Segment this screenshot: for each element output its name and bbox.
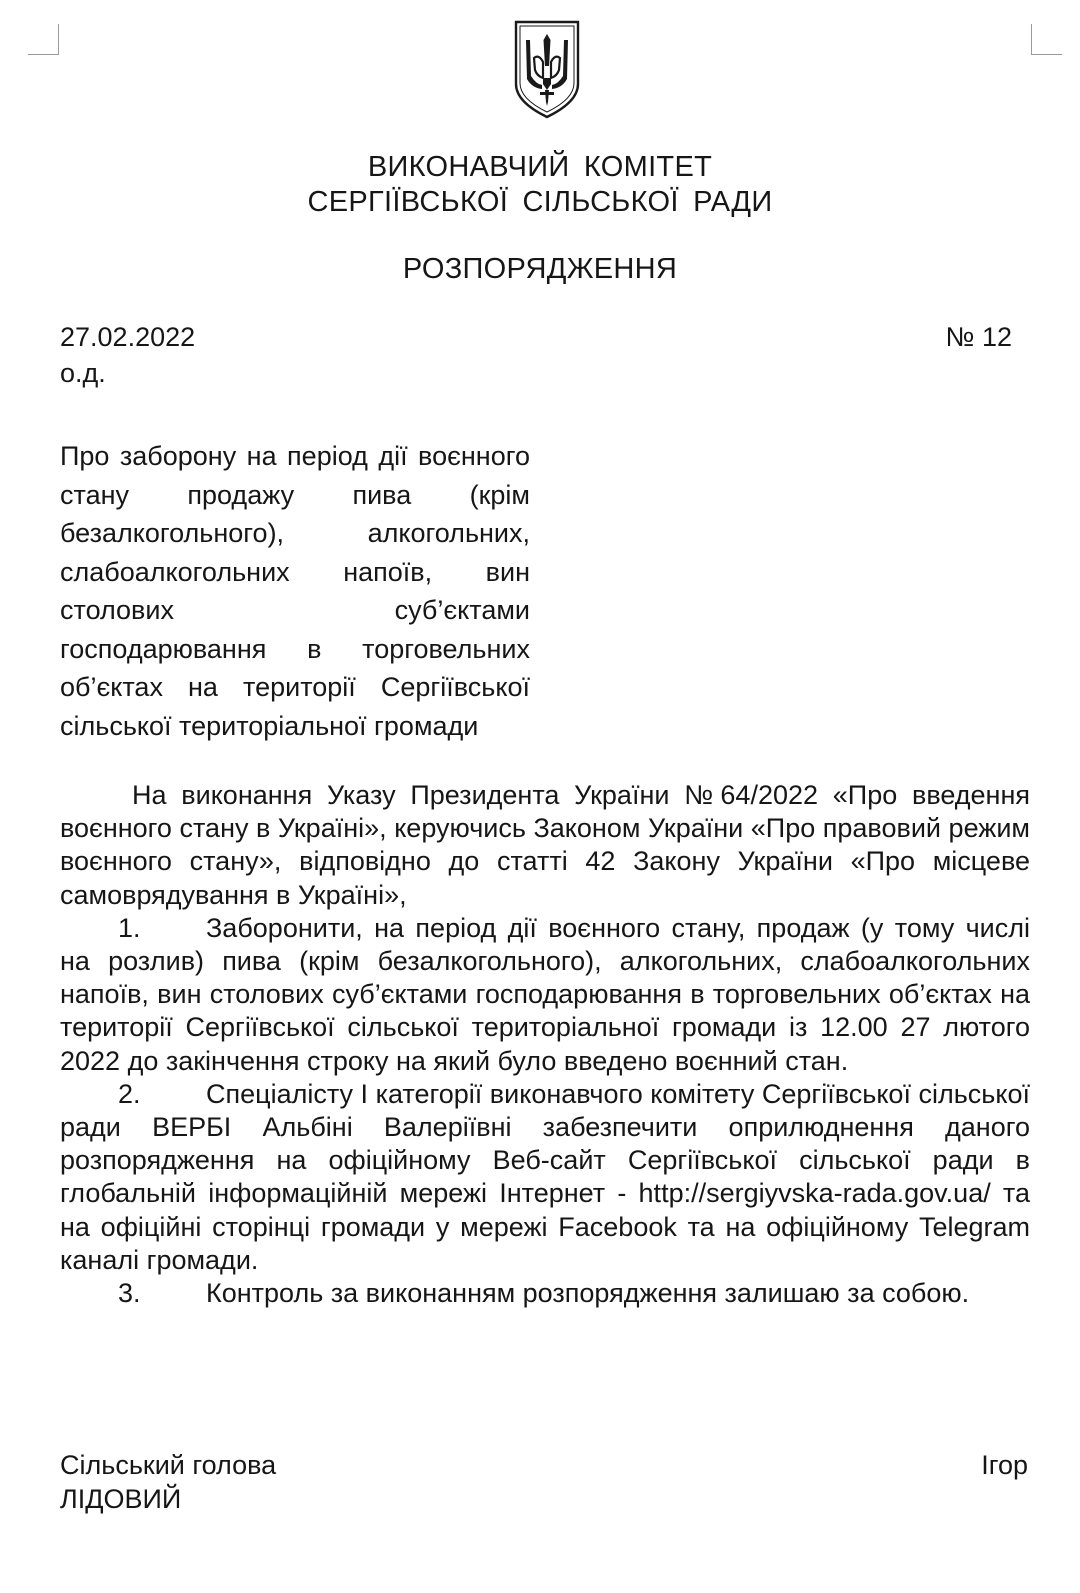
- document-type-title: РОЗПОРЯДЖЕННЯ: [402, 253, 678, 285]
- document-body: [60, 779, 1030, 1310]
- order-item-text: Спеціалісту І категорії виконавчого комітету Сергіївської сільської ради ВЕРБІ Альбіні Валеріївні забезпечити оприлюднення даного розпорядження на офіційному Веб-сайт Сергіївської сільської ради в глобальній інформаційній мережі Інтернет - http://sergiyvska-rada.gov.ua/ та на офіційні сторінці громади у мережі Facebook та на офіційному Telegram каналі громади.: [60, 1078, 1030, 1275]
- signatory-title: Сільський голова: [60, 1450, 277, 1480]
- trident-emblem-icon: [512, 18, 582, 120]
- order-item-number: 2.: [118, 1078, 141, 1109]
- preamble-paragraph: На виконання Указу Президента України №64/2022 «Про введення воєнного стану в Україні», керуючись Законом України «Про правовий режим воєнного стану», відповідно до статті 42 Закону України «Про місцеве самоврядування в Україні»,: [60, 780, 1030, 910]
- document-number: № 12: [945, 322, 1012, 352]
- document-date: 27.02.2022: [60, 322, 196, 352]
- page-corner-mark-top-left: [28, 24, 59, 55]
- order-item-text: Заборонити, на період дії воєнного стану, продаж (у тому числі на розлив) пива (крім безалкогольного), алкогольних, слабоалкогольних напоїв, вин столових суб’єктами господарювання в торговельних об’єктах на території Сергіївської сільської територіальної громади із 12.00 27 лютого 2022 до закінчення строку на який було введено воєнний стан.: [60, 912, 1030, 1076]
- order-item-number: 3.: [118, 1278, 141, 1309]
- order-item-1: [60, 912, 1030, 1078]
- order-item-3: [60, 1277, 1030, 1310]
- committee-title: ВИКОНАВЧИЙ КОМІТЕТ: [367, 151, 713, 183]
- signatory-name: Ігор: [981, 1450, 1028, 1480]
- order-item-text: Контроль за виконанням розпорядження залишаю за собою.: [206, 1278, 970, 1309]
- document-subject: Про заборону на період дії воєнного стану продажу пива (крім безалкогольного), алкогольних, слабоалкогольних напоїв, вин столових суб’єктами господарювання в торговельних об’єктах на території Сергіївської сільської територіальної громади: [60, 441, 530, 741]
- document-place: о.д.: [60, 358, 106, 388]
- order-item-number: 1.: [118, 912, 141, 943]
- order-item-2: [60, 1078, 1030, 1277]
- signatory-surname: ЛІДОВИЙ: [60, 1484, 182, 1514]
- page-corner-mark-top-right: [1031, 24, 1062, 55]
- council-title: СЕРГІЇВСЬКОЇ СІЛЬСЬКОЇ РАДИ: [307, 186, 773, 218]
